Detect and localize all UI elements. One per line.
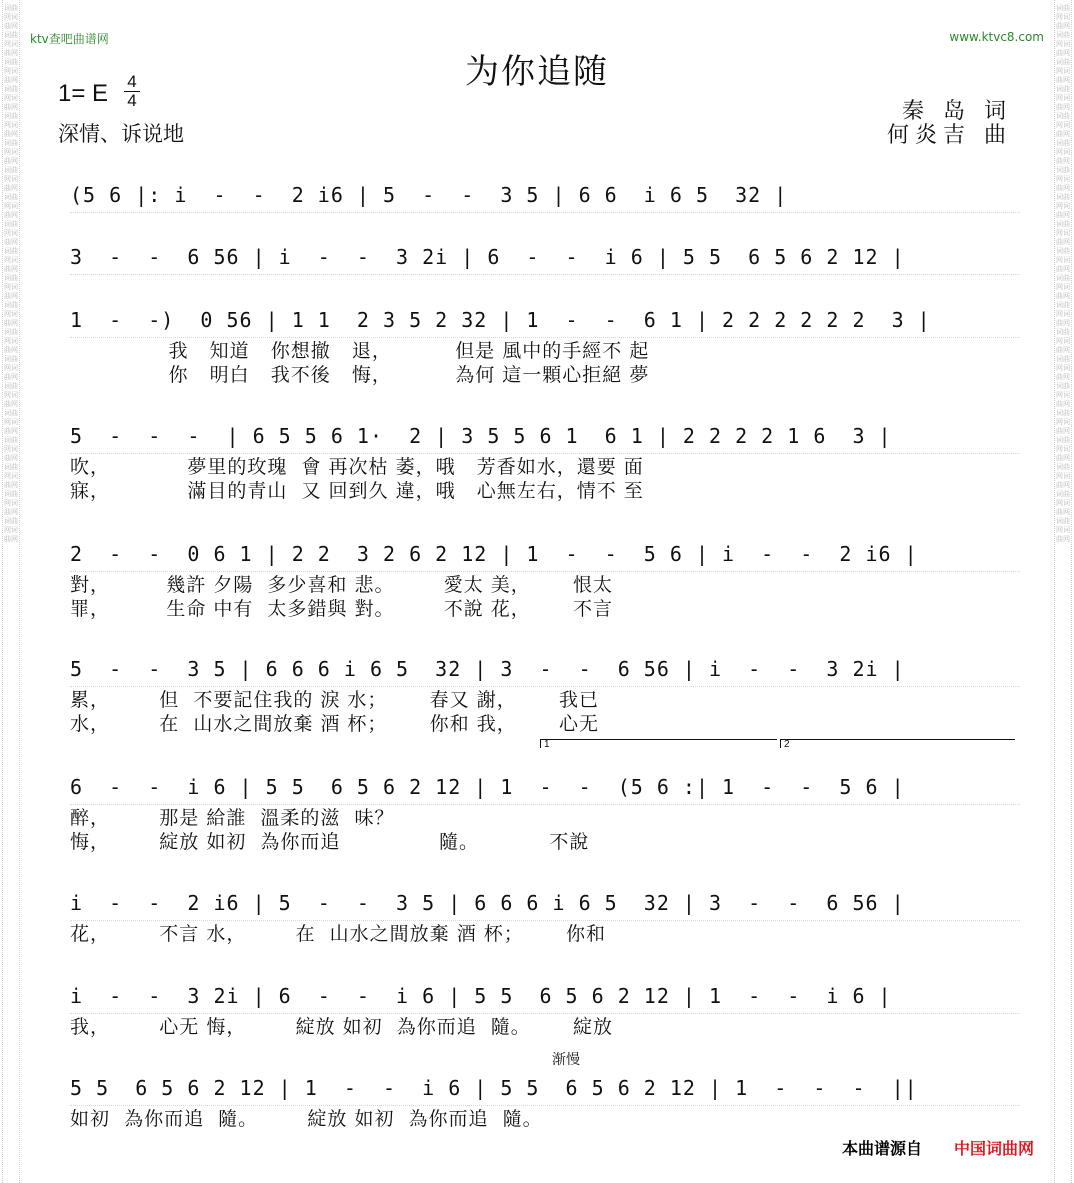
- lyric-verse-1: 我， 心无 悔， 綻放 如初 為你而追 隨。 綻放: [70, 1016, 614, 1038]
- second-ending-bracket: [780, 739, 1015, 748]
- notation-line: i - - 3 2i | 6 - - i 6 | 5 5 6 5 6 2 12 | 1 - - i 6 |: [70, 979, 1020, 1014]
- lyric-verse-1: 花， 不言 水， 在 山水之間放棄 酒 杯； 你和: [70, 923, 606, 945]
- notation-line: (5 6 |: i - - 2 i6 | 5 - - 3 5 | 6 6 i 6 5 32 |: [70, 178, 1020, 213]
- tempo-marking: 深情、诉说地: [58, 122, 184, 146]
- score-system-9: [70, 979, 1020, 1065]
- lyric-verse-2: 罪， 生命 中有 太多錯與 對。 不說 花， 不言: [70, 598, 614, 620]
- first-ending-bracket: [540, 739, 777, 748]
- site-name-left: ktv查吧曲谱网: [30, 32, 109, 46]
- volta-brackets: [540, 737, 1015, 750]
- lyric-verse-1: 我 知道 你想撤 退， 但是 風中的手經不 起: [70, 340, 650, 362]
- notation-line: 2 - - 0 6 1 | 2 2 3 2 6 2 12 | 1 - - 5 6 | i - - 2 i6 |: [70, 537, 1020, 572]
- notation-line: 3 - - 6 56 | i - - 3 2i | 6 - - i 6 | 5 5 6 5 6 2 12 |: [70, 240, 1020, 275]
- score-system-8: [70, 886, 1020, 972]
- notation-line: i - - 2 i6 | 5 - - 3 5 | 6 6 6 i 6 5 32 | 3 - - 6 56 |: [70, 886, 1020, 921]
- second-ending-number: 2: [784, 739, 790, 750]
- composer-credit: 何炎吉 曲: [887, 123, 1012, 148]
- left-watermark-strip: [2, 0, 20, 1183]
- lyric-verse-1: 吹， 夢里的玫瑰 會 再次枯 萎，哦 芳香如水，還要 面: [70, 456, 644, 478]
- lyric-verse-1: 累， 但 不要記住我的 淚 水； 春又 謝， 我已: [70, 689, 599, 711]
- site-url-right: www.ktvc8.com: [949, 30, 1044, 44]
- notation-line: 5 5 6 5 6 2 12 | 1 - - i 6 | 5 5 6 5 6 2 12 | 1 - - - ||: [70, 1071, 1020, 1106]
- ritardando-marking: 渐慢: [552, 1052, 580, 1068]
- lyric-verse-2: 水， 在 山水之間放棄 酒 杯； 你和 我， 心无: [70, 713, 599, 735]
- source-site-link[interactable]: 中国词曲网: [954, 1139, 1035, 1158]
- side-watermark-text: 词曲网词曲网词曲网词曲网词曲网词曲网词曲网词曲网词曲网词曲网词曲网词曲网词曲网词曲网词曲网词曲网词曲网词曲网词曲网词曲网词曲网词曲网词曲网词曲网词曲网词曲网词曲网词曲网词曲网词曲网词曲网词曲网词曲网词曲网词曲网词曲网词曲网词曲网词曲网词曲网: [4, 4, 18, 543]
- right-watermark-strip: [1054, 0, 1072, 1183]
- meter-bottom: 4: [127, 91, 137, 110]
- score-system-3: [70, 303, 1020, 389]
- lyric-verse-2: 寐， 滿目的青山 又 回到久 違，哦 心無左右，情不 至: [70, 480, 644, 502]
- source-label: 本曲谱源自: [842, 1139, 923, 1158]
- score-system-4: [70, 419, 1020, 505]
- lyric-verse-1: 醉， 那是 給誰 溫柔的滋 味？: [70, 807, 395, 829]
- meter-top: 4: [127, 72, 137, 91]
- side-watermark-text: 词曲网词曲网词曲网词曲网词曲网词曲网词曲网词曲网词曲网词曲网词曲网词曲网词曲网词曲网词曲网词曲网词曲网词曲网词曲网词曲网词曲网词曲网词曲网词曲网词曲网词曲网词曲网词曲网词曲网词曲网词曲网词曲网词曲网词曲网词曲网词曲网词曲网词曲网词曲网词曲网: [1056, 4, 1070, 543]
- lyric-verse-1: 如初 為你而追 隨。 綻放 如初 為你而追 隨。: [70, 1108, 543, 1130]
- song-title: 为你追随: [465, 52, 609, 92]
- score-system-7: [70, 770, 1020, 856]
- lyric-verse-2: 悔， 綻放 如初 為你而追 隨。 不說: [70, 831, 590, 853]
- notation-line: 1 - -) 0 56 | 1 1 2 3 5 2 32 | 1 - - 6 1 | 2 2 2 2 2 2 3 |: [70, 303, 1020, 338]
- time-signature: [122, 74, 142, 109]
- notation-line: 6 - - i 6 | 5 5 6 5 6 2 12 | 1 - - (5 6 :| 1 - - 5 6 |: [70, 770, 1020, 805]
- lyricist-credit: 秦 岛 词: [902, 99, 1012, 124]
- first-ending-number: 1: [544, 739, 550, 750]
- score-system-6: [70, 652, 1020, 738]
- lyric-verse-1: 對， 幾許 夕陽 多少喜和 悲。 愛太 美， 恨太: [70, 574, 614, 596]
- key-signature: 1= E: [58, 80, 109, 107]
- notation-line: 5 - - 3 5 | 6 6 6 i 6 5 32 | 3 - - 6 56 | i - - 3 2i |: [70, 652, 1020, 687]
- lyric-verse-2: 你 明白 我不後 悔， 為何 這一顆心拒絕 夢: [70, 364, 650, 386]
- score-system-5: [70, 537, 1020, 623]
- notation-line: 5 - - - | 6 5 5 6 1· 2 | 3 5 5 6 1 6 1 | 2 2 2 2 1 6 3 |: [70, 419, 1020, 454]
